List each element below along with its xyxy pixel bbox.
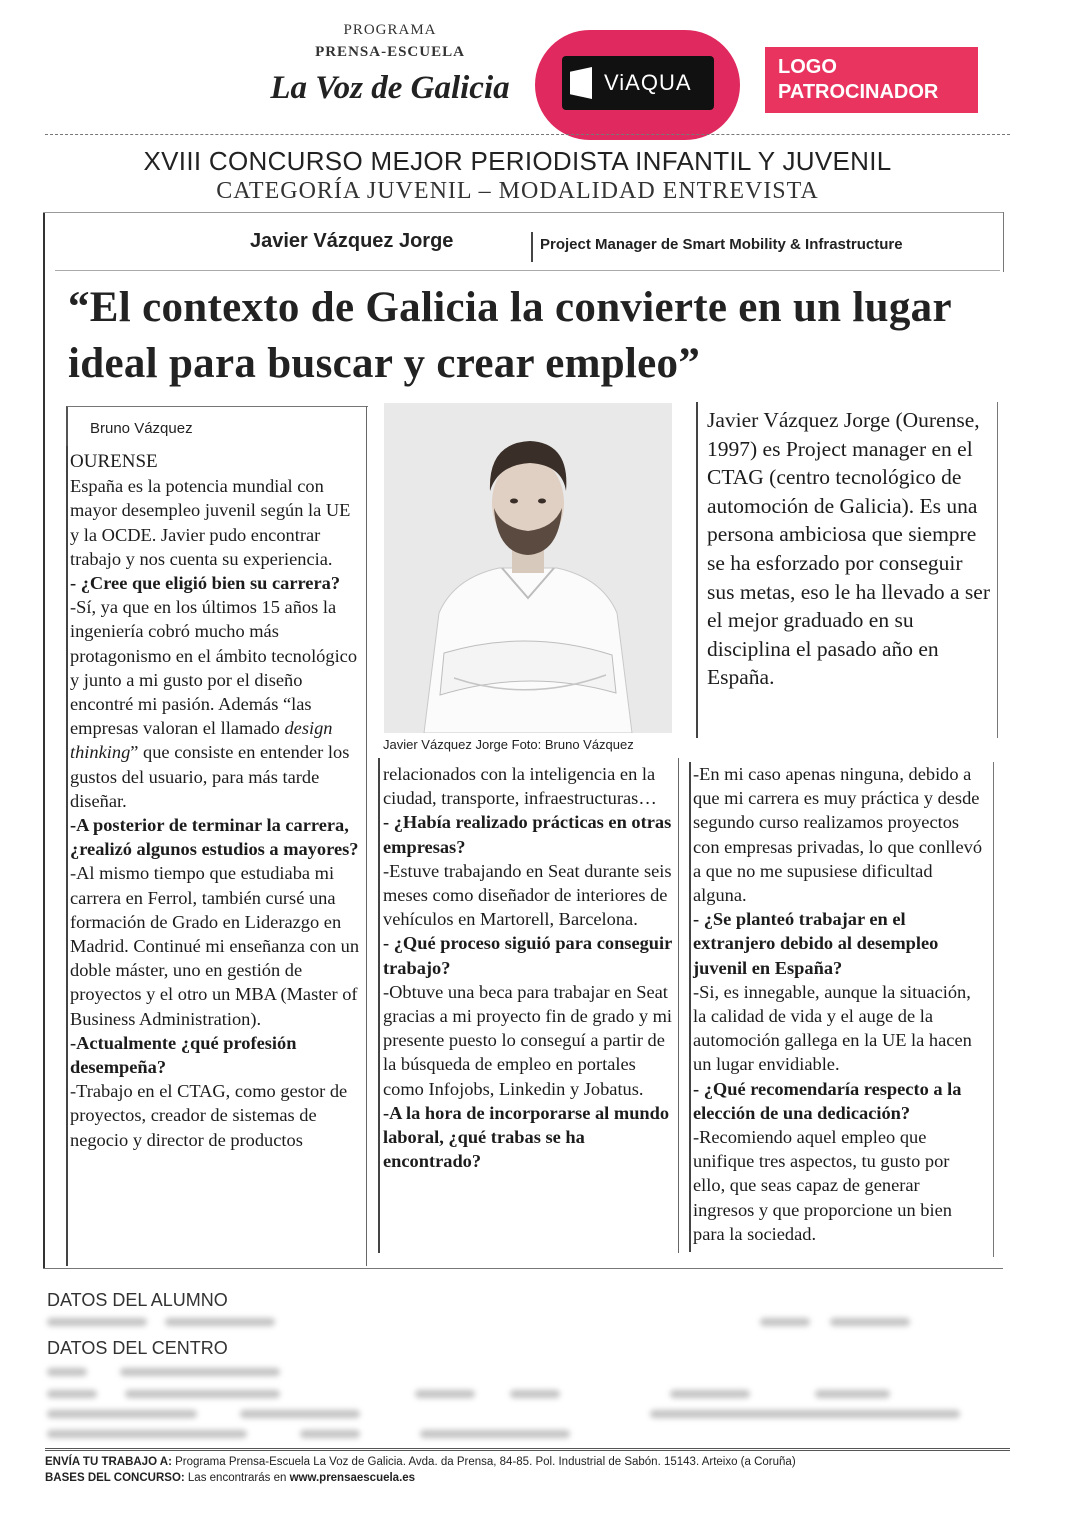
viaqua-icon bbox=[570, 67, 592, 99]
answer-8: -Recomiendo aquel empleo que unifique tres aspectos, tu gusto por ello, que seas capaz de generar ingresos y que proporcione un bien para la sociedad. bbox=[693, 1127, 952, 1244]
redacted-field bbox=[47, 1410, 197, 1418]
name-role-separator bbox=[531, 232, 533, 262]
interviewee-photo bbox=[384, 403, 672, 733]
datos-centro-heading: DATOS DEL CENTRO bbox=[47, 1338, 228, 1358]
redacted-field bbox=[240, 1410, 360, 1418]
header-divider bbox=[45, 134, 1010, 135]
redacted-field bbox=[650, 1410, 960, 1418]
redacted-field bbox=[125, 1390, 280, 1398]
dateline-city: OURENSE bbox=[70, 451, 158, 472]
article-column-3 bbox=[693, 762, 985, 1246]
newspaper-logo: La Voz de Galicia bbox=[270, 70, 510, 106]
answer-2: -Al mismo tiempo que estudiaba mi carrera en Ferrol, también cursé una formación de Grado en Liderazgo en Madrid. Continué mi enseñanza con un doble máster, uno en gestión de proyectos y el otro un MBA (Master of Business Administration). bbox=[70, 863, 360, 1029]
redacted-field bbox=[670, 1390, 750, 1398]
portrait-illustration bbox=[384, 403, 672, 733]
answer-4: -Estuve trabajando en Seat durante seis meses como diseñador de interiores de vehículos en Martorell, Barcelona. bbox=[383, 860, 672, 930]
frame-top bbox=[43, 212, 1003, 213]
prensa-escuela-label: PRENSA-ESCUELA bbox=[315, 44, 465, 60]
redacted-field bbox=[420, 1430, 570, 1438]
question-1: - ¿Cree que eligió bien su carrera? bbox=[70, 573, 341, 594]
question-7: - ¿Se planteó trabajar en el extranjero debido al desempleo juvenil en España? bbox=[693, 909, 939, 978]
question-5: - ¿Qué proceso siguió para conseguir trabajo? bbox=[383, 933, 672, 978]
logo-patrocinador-label bbox=[765, 47, 978, 113]
col3-border-left bbox=[689, 762, 691, 1252]
bases-url: www.prensaescuela.es bbox=[289, 1472, 416, 1484]
bases-label: BASES DEL CONCURSO: bbox=[45, 1472, 185, 1484]
bio-border-right bbox=[997, 402, 998, 738]
logo-patrocinador-line2: PATROCINADOR bbox=[778, 81, 939, 103]
question-3: -Actualmente ¿qué profesión desempeña? bbox=[70, 1032, 297, 1078]
redacted-field bbox=[510, 1390, 560, 1398]
bases-info bbox=[45, 1472, 415, 1484]
contest-title: XVIII CONCURSO MEJOR PERIODISTA INFANTIL Y JUVENIL bbox=[143, 146, 892, 176]
question-2: -A posterior de terminar la carrera, ¿realizó algunos estudios a mayores? bbox=[70, 815, 359, 860]
envia-text: Programa Prensa-Escuela La Voz de Galicia. Avda. da Prensa, 84-85. Pol. Industrial de Sabón. 15143. Arteixo (a Coruña) bbox=[171, 1456, 796, 1468]
datos-alumno-heading: DATOS DEL ALUMNO bbox=[47, 1290, 228, 1310]
photo-caption: Javier Vázquez Jorge Foto: Bruno Vázquez bbox=[383, 737, 634, 752]
redacted-field bbox=[815, 1390, 890, 1398]
redacted-field bbox=[300, 1430, 360, 1438]
bases-text: Las encontrarás en bbox=[184, 1472, 290, 1484]
answer-7: -Si, es innegable, aunque la situación, la calidad de vida y el auge de la automoción gallega en la UE la hacen un lugar envidiable. bbox=[693, 981, 972, 1075]
redacted-field bbox=[760, 1318, 810, 1326]
question-4: - ¿Había realizado prácticas en otras empresas? bbox=[383, 812, 672, 857]
col1-border-right bbox=[366, 406, 367, 1266]
answer-3: -Trabajo en el CTAG, como gestor de proyectos, creador de sistemas de negocio y director de productos bbox=[70, 1081, 348, 1150]
headline: “El contexto de Galicia la convierte en un lugar ideal para buscar y crear empleo” bbox=[68, 284, 952, 387]
col1-border-left bbox=[66, 446, 68, 1266]
redacted-field bbox=[415, 1390, 475, 1398]
answer-3-continued: relacionados con la inteligencia en la ciudad, transporte, infraestructuras… bbox=[383, 764, 657, 809]
answer-1-part1: -Sí, ya que en los últimos 15 años la ingeniería cobró mucho más protagonismo en el ámbito tecnológico y junto a mi gusto por el diseño encontré mi pasión. Además “las empresas valoran el llamado bbox=[70, 597, 358, 739]
col2-border-right bbox=[678, 758, 679, 1253]
bio-box: Javier Vázquez Jorge (Ourense, 1997) es Project manager en el CTAG (centro tecnológico de automoción de Galicia). Es una persona ambiciosa que siempre se ha esforzado por conseguir sus metas, eso le ha llevado a ser el mejor graduado en su disciplina el pasado año en España. bbox=[707, 408, 990, 690]
answer-1-italic: design thinking bbox=[70, 718, 333, 763]
footer-divider bbox=[45, 1448, 1010, 1451]
redacted-field bbox=[47, 1430, 247, 1438]
redacted-field bbox=[165, 1318, 275, 1326]
title-divider bbox=[55, 270, 1000, 271]
interviewee-name: Javier Vázquez Jorge bbox=[250, 230, 454, 252]
envia-label: ENVÍA TU TRABAJO A: bbox=[45, 1456, 172, 1468]
frame-right bbox=[1003, 212, 1004, 272]
answer-5: -Obtuve una beca para trabajar en Seat gracias a mi proyecto fin de grado y mi presente puesto lo conseguí a partir de la búsqueda de empleo en portales como Infojobs, Linkedin y Jobatus. bbox=[383, 981, 673, 1099]
col3-border-right bbox=[993, 762, 994, 1257]
redacted-field bbox=[47, 1390, 97, 1398]
byline: Bruno Vázquez bbox=[90, 420, 193, 437]
redacted-field bbox=[47, 1318, 147, 1326]
sponsor-logo-text: ViAQUA bbox=[604, 70, 692, 95]
answer-1 bbox=[70, 595, 362, 813]
interviewee-role: Project Manager de Smart Mobility & Infrastructure bbox=[540, 236, 903, 253]
redacted-field bbox=[120, 1368, 280, 1376]
answer-1-part2: ” que consiste en entender los gustos del usuario, para más tarde diseñar. bbox=[70, 742, 350, 811]
logo-patrocinador-line1: LOGO bbox=[778, 56, 837, 78]
redacted-field bbox=[47, 1368, 87, 1376]
redacted-field bbox=[830, 1318, 910, 1326]
bio-border-left bbox=[696, 402, 698, 738]
answer-6: -En mi caso apenas ninguna, debido a que mi carrera es muy práctica y desde segundo curso realizamos proyectos con empresas privadas, lo que conllevó a que no me supusiese dificultad alguna. bbox=[693, 764, 983, 906]
intro-paragraph: España es la potencia mundial con mayor desempleo juvenil según la UE y la OCDE. Javier pudo encontrar trabajo y nos cuenta su experiencia. bbox=[70, 476, 351, 569]
question-8: - ¿Qué recomendaría respecto a la elección de una dedicación? bbox=[693, 1078, 962, 1123]
article-column-1 bbox=[70, 450, 362, 1152]
sponsor-logo bbox=[562, 56, 714, 110]
article-column-2 bbox=[383, 762, 675, 1173]
category-subtitle: CATEGORÍA JUVENIL – MODALIDAD ENTREVISTA bbox=[216, 178, 819, 204]
envia-info bbox=[45, 1456, 796, 1468]
col2-border-left bbox=[378, 758, 380, 1253]
frame-bottom bbox=[43, 1268, 1003, 1269]
frame-left bbox=[43, 212, 45, 1269]
programa-label: PROGRAMA bbox=[343, 22, 437, 38]
question-6: -A la hora de incorporarse al mundo laboral, ¿qué trabas se ha encontrado? bbox=[383, 1102, 670, 1172]
